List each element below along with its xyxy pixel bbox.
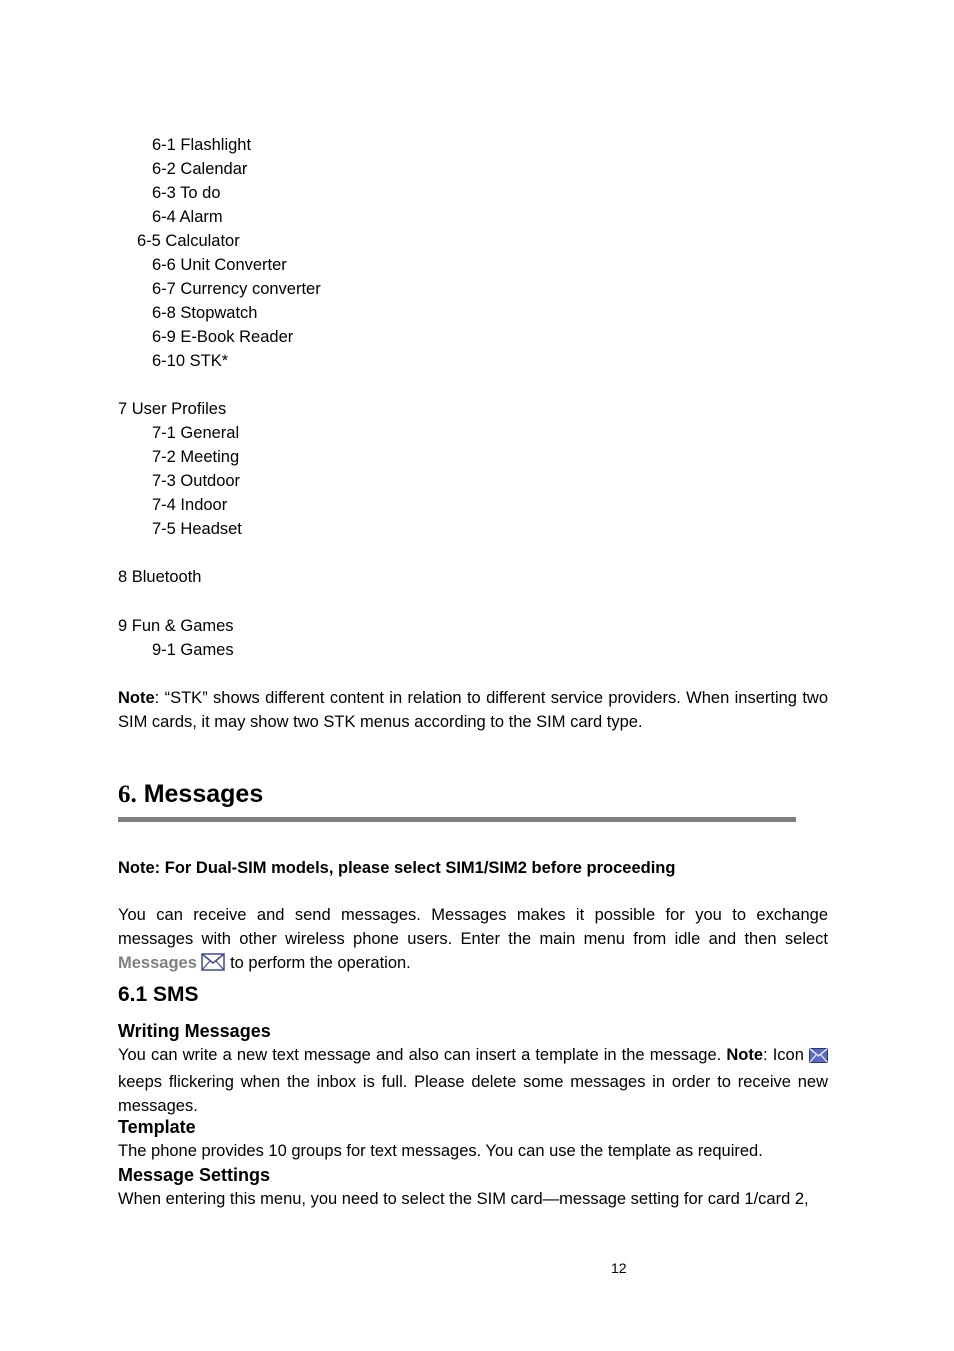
- menu-item-calculator: 6-5 Calculator: [137, 232, 240, 250]
- section-number: 6.: [118, 781, 137, 808]
- menu-item-ebook-reader: 6-9 E-Book Reader: [152, 328, 294, 346]
- intro-tail: to perform the operation.: [230, 954, 411, 972]
- envelope-outline-icon: [201, 953, 225, 978]
- envelope-filled-icon: [809, 1046, 828, 1070]
- menu-item-general: 7-1 General: [152, 424, 240, 442]
- section-heading-messages: [118, 779, 263, 810]
- heading-template: Template: [118, 1117, 196, 1137]
- menu-item-headset: 7-5 Headset: [152, 520, 242, 538]
- heading-message-settings: Message Settings: [118, 1165, 271, 1185]
- menu-item-currency-converter: 6-7 Currency converter: [152, 280, 321, 298]
- menu-item-calendar: 6-2 Calendar: [152, 160, 248, 178]
- menu-item-games: 9-1 Games: [152, 641, 234, 659]
- intro-text: You can receive and send messages. Messages makes it possible for you to exchange messages with other wireless phone users. Enter the main menu from idle and then select: [118, 906, 828, 948]
- section-divider: [118, 817, 796, 822]
- menu-item-alarm: 6-4 Alarm: [152, 208, 223, 226]
- writing-text-a: You can write a new text message and also can insert a template in the message.: [118, 1046, 722, 1064]
- writing-text-b: : Icon: [763, 1046, 804, 1064]
- page-number: 12: [611, 1260, 627, 1276]
- section-title: Messages: [143, 780, 264, 808]
- menu-item-unit-converter: 6-6 Unit Converter: [152, 256, 287, 274]
- menu-item-to-do: 6-3 To do: [152, 184, 221, 202]
- menu-item-meeting: 7-2 Meeting: [152, 448, 240, 466]
- menu-heading-bluetooth: 8 Bluetooth: [118, 568, 202, 586]
- stk-note-label: Note: [118, 689, 155, 707]
- subsection-heading-sms: 6.1 SMS: [118, 983, 199, 1006]
- heading-writing-messages: Writing Messages: [118, 1021, 271, 1041]
- writing-note-label: Note: [726, 1046, 764, 1064]
- writing-text-c: keeps flickering when the inbox is full. Please delete some messages in order to receive new messages.: [118, 1073, 828, 1115]
- menu-item-stk: 6-10 STK*: [152, 352, 229, 370]
- dual-sim-note: Note: For Dual-SIM models, please select SIM1/SIM2 before proceeding: [118, 859, 676, 877]
- messages-intro: [118, 903, 828, 978]
- stk-note: [118, 686, 828, 734]
- menu-item-indoor: 7-4 Indoor: [152, 496, 228, 514]
- template-text: The phone provides 10 groups for text messages. You can use the template as required.: [118, 1142, 763, 1160]
- writing-messages-text: [118, 1043, 828, 1118]
- menu-item-stopwatch: 6-8 Stopwatch: [152, 304, 258, 322]
- menu-item-flashlight: 6-1 Flashlight: [152, 136, 252, 154]
- menu-item-outdoor: 7-3 Outdoor: [152, 472, 241, 490]
- menu-heading-fun-games: 9 Fun & Games: [118, 617, 234, 635]
- messages-menu-link: Messages: [118, 954, 197, 972]
- stk-note-text: : “STK” shows different content in relation to different service providers. When inserting two SIM cards, it may show two STK menus according to the SIM card type.: [118, 689, 828, 731]
- message-settings-text: When entering this menu, you need to select the SIM card—message setting for card 1/card 2,: [118, 1190, 809, 1208]
- menu-heading-user-profiles: 7 User Profiles: [118, 400, 227, 418]
